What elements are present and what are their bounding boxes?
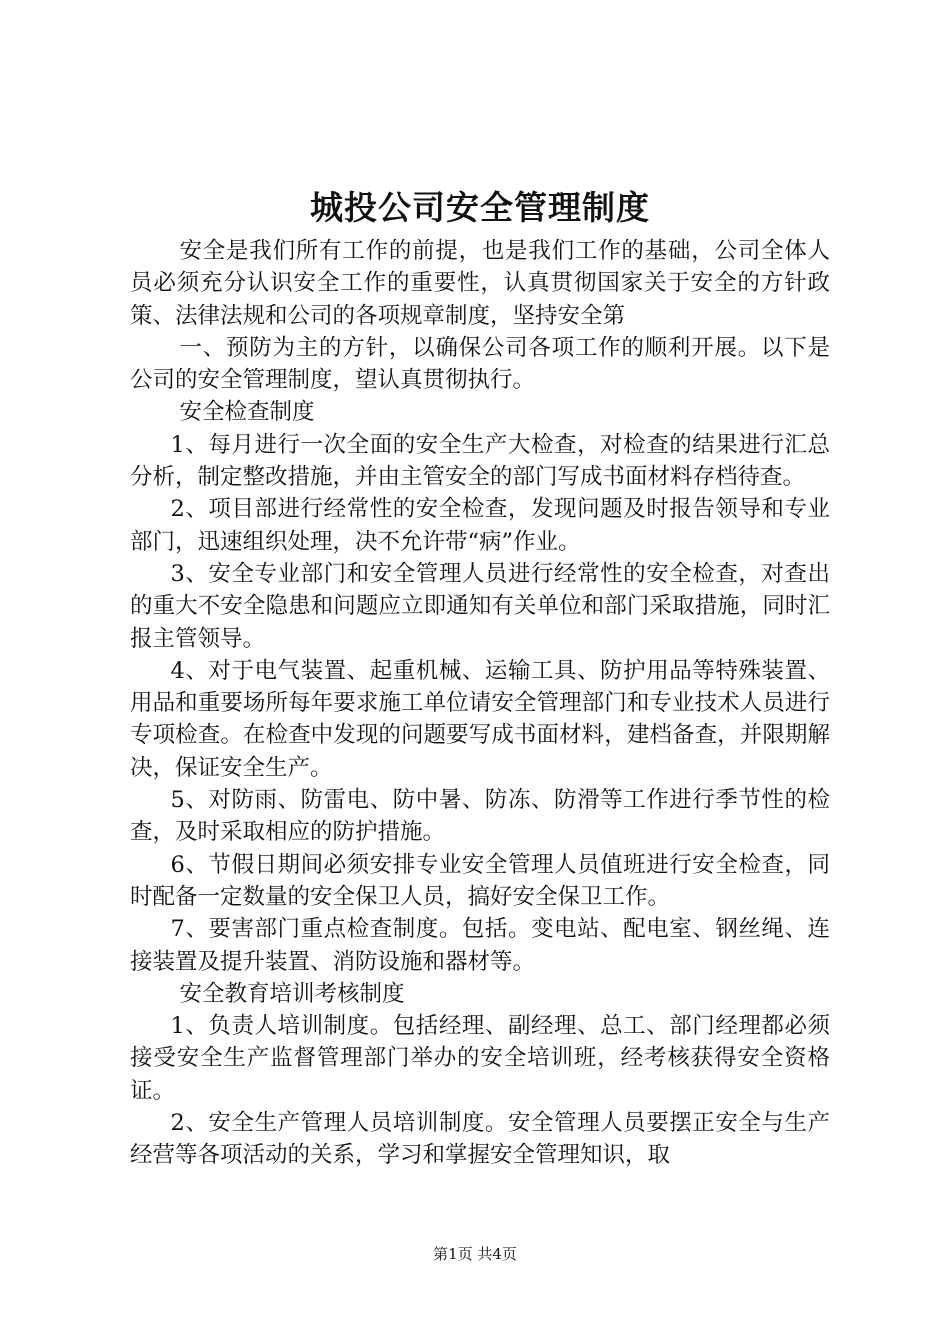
list-item: 7、要害部门重点检查制度。包括。变电站、配电室、钢丝绳、连接装置及提升装置、消防设施和器材等。: [130, 916, 830, 975]
document-title: 城投公司安全管理制度: [310, 188, 650, 227]
page-footer: 第1页 共4页: [433, 1245, 517, 1263]
list-item: 3、安全专业部门和安全管理人员进行经常性的安全检查，对查出的重大不安全隐患和问题应立即通知有关单位和部门采取措施，同时汇报主管领导。: [130, 560, 830, 652]
paragraph-intro-continued: 一、预防为主的方针，以确保公司各项工作的顺利开展。以下是公司的安全管理制度，望认真贯彻执行。: [130, 334, 830, 394]
list-item: 2、安全生产管理人员培训制度。安全管理人员要摆正安全与生产经营等各项活动的关系，学习和掌握安全管理知识，取: [130, 1110, 830, 1169]
list-item: 5、对防雨、防雷电、防中暑、防冻、防滑等工作进行季节性的检查，及时采取相应的防护措施。: [130, 787, 830, 846]
list-item: 1、每月进行一次全面的安全生产大检查，对检查的结果进行汇总分析，制定整改措施，并由主管安全的部门写成书面材料存档待查。: [130, 431, 830, 491]
list-item: 2、项目部进行经常性的安全检查，发现问题及时报告领导和专业部门，迅速组织处理，决不允许带“病”作业。: [130, 496, 830, 555]
section-heading-safety-training: 安全教育培训考核制度: [179, 980, 405, 1007]
list-item: 4、对于电气装置、起重机械、运输工具、防护用品等特殊装置、用品和重要场所每年要求施工单位请安全管理部门和专业技术人员进行专项检查。在检查中发现的问题要写成书面材料，建档备查，并限期解决，保证安全生产。: [130, 657, 830, 781]
section-heading-safety-inspection: 安全检查制度: [179, 399, 315, 426]
list-item: 1、负责人培训制度。包括经理、副经理、总工、部门经理都必须接受安全生产监督管理部门举办的安全培训班，经考核获得安全资格证。: [130, 1013, 830, 1104]
paragraph-intro: 安全是我们所有工作的前提，也是我们工作的基础，公司全体人员必须充分认识安全工作的重要性，认真贯彻国家关于安全的方针政策、法律法规和公司的各项规章制度，坚持安全第: [130, 238, 830, 329]
document-body: [130, 235, 830, 1172]
list-item: 6、节假日期间必须安排专业安全管理人员值班进行安全检查，同时配备一定数量的安全保卫人员，搞好安全保卫工作。: [130, 851, 830, 910]
